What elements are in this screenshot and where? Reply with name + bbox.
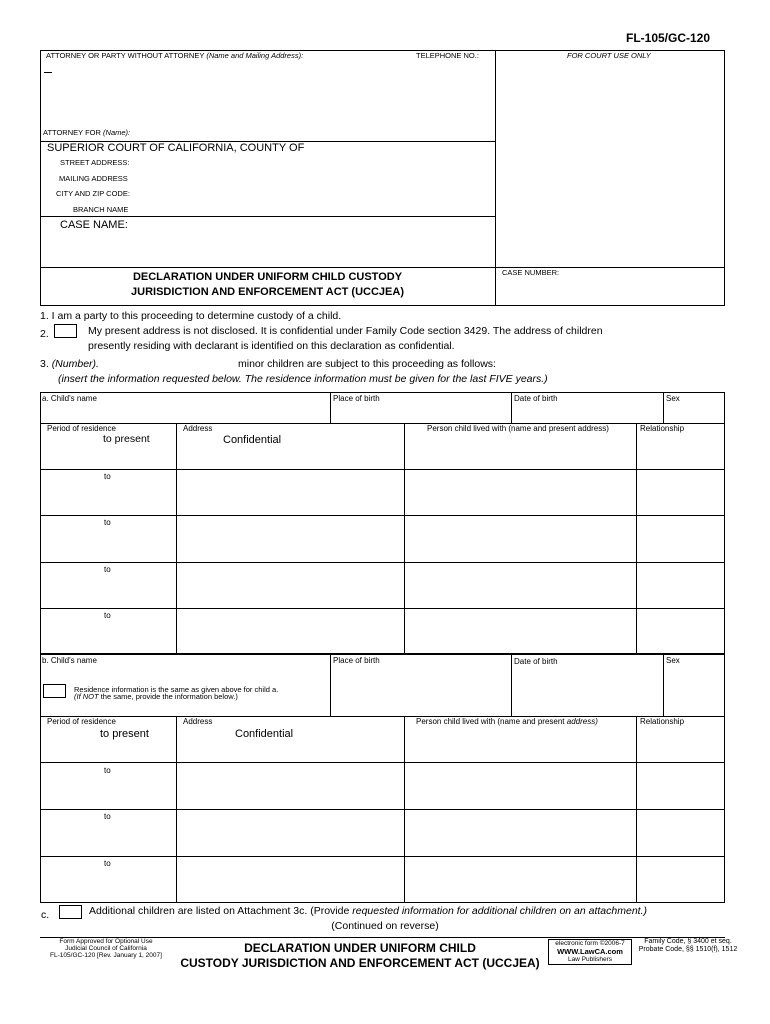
child-b-date-of-birth[interactable]: Date of birth bbox=[514, 657, 558, 666]
child-a-sex[interactable]: Sex bbox=[666, 394, 680, 403]
child-b-same-info-checkbox[interactable] bbox=[43, 684, 66, 698]
child-a-date-of-birth[interactable]: Date of birth bbox=[514, 394, 558, 403]
child-b-row4-to[interactable]: to bbox=[104, 859, 111, 868]
child-a-period-label: Period of residence bbox=[47, 424, 116, 433]
child-b-period-label: Period of residence bbox=[47, 717, 116, 726]
child-a-row4-to[interactable]: to bbox=[104, 565, 111, 574]
case-name-label[interactable]: CASE NAME: bbox=[60, 219, 128, 231]
child-a-address-label: Address bbox=[183, 424, 213, 433]
child-b-same-info-line1: Residence information is the same as given above for child a. bbox=[74, 685, 279, 694]
item-c-checkbox[interactable] bbox=[59, 905, 82, 919]
child-a-person-label: Person child lived with (name and present address) bbox=[427, 424, 609, 433]
child-b-address-label: Address bbox=[183, 717, 213, 726]
child-a-row2-to[interactable]: to bbox=[104, 472, 111, 481]
child-a-row1-to-present[interactable]: to present bbox=[103, 433, 150, 445]
child-a-table bbox=[40, 392, 725, 654]
attorney-label: ATTORNEY OR PARTY WITHOUT ATTORNEY (Name and Mailing Address): bbox=[46, 51, 304, 60]
item-3: 3. (Number). bbox=[40, 358, 99, 370]
child-a-relationship-label: Relationship bbox=[640, 424, 685, 433]
child-b-row1-confidential: Confidential bbox=[235, 728, 294, 740]
lawca-link[interactable]: WWW.LawCA.com bbox=[557, 947, 623, 956]
form-title-header: DECLARATION UNDER UNIFORM CHILD CUSTODY JURISDICTION AND ENFORCEMENT ACT (UCCJEA) bbox=[131, 271, 404, 298]
item-2-checkbox[interactable] bbox=[54, 324, 77, 338]
attorney-for-label[interactable]: ATTORNEY FOR (Name): bbox=[43, 128, 131, 137]
court-use-label: FOR COURT USE ONLY bbox=[567, 51, 651, 60]
item-2-line1: My present address is not disclosed. It is confidential under Family Code section 3429. The address of children bbox=[88, 325, 603, 337]
child-b-same-info-line2: (If NOT the same, provide the information below.) bbox=[74, 692, 238, 701]
electronic-form-text: electronic form ©2006-7 WWW.LawCA.com Law Publishers bbox=[548, 940, 632, 964]
child-b-name-label[interactable]: b. Child's name bbox=[42, 656, 97, 665]
street-address-label[interactable]: STREET ADDRESS: bbox=[60, 158, 130, 167]
attorney-name-field[interactable] bbox=[44, 72, 52, 73]
item-3-text: minor children are subject to this proceeding as follows: bbox=[238, 358, 496, 370]
child-b-row2-to[interactable]: to bbox=[104, 766, 111, 775]
child-b-row3-to[interactable]: to bbox=[104, 812, 111, 821]
child-a-row3-to[interactable]: to bbox=[104, 518, 111, 527]
child-a-row5-to[interactable]: to bbox=[104, 611, 111, 620]
continued-on-reverse: (Continued on reverse) bbox=[331, 920, 439, 932]
child-a-row1-confidential: Confidential bbox=[223, 434, 282, 446]
mailing-address-label[interactable]: MAILING ADDRESS bbox=[59, 174, 128, 183]
item-2-number: 2. bbox=[40, 328, 49, 340]
child-b-place-of-birth[interactable]: Place of birth bbox=[333, 656, 380, 665]
city-zip-label[interactable]: CITY AND ZIP CODE: bbox=[56, 189, 130, 198]
item-c-letter: c. bbox=[41, 909, 50, 921]
branch-name-label[interactable]: BRANCH NAME bbox=[73, 205, 129, 214]
child-b-person-label: Person child lived with (name and present address) bbox=[416, 717, 598, 726]
item-2-line2: presently residing with declarant is identified on this declaration as confidential. bbox=[88, 340, 455, 352]
telephone-label: TELEPHONE NO.: bbox=[416, 51, 479, 60]
footer-approved: Form Approved for Optional Use Judicial Council of California FL-105/GC-120 [Rev. January 1, 2007] bbox=[50, 938, 162, 959]
court-title: SUPERIOR COURT OF CALIFORNIA, COUNTY OF bbox=[47, 142, 305, 154]
item-1: 1. I am a party to this proceeding to determine custody of a child. bbox=[40, 310, 342, 322]
child-b-sex[interactable]: Sex bbox=[666, 656, 680, 665]
child-b-relationship-label: Relationship bbox=[640, 717, 685, 726]
case-number-label[interactable]: CASE NUMBER: bbox=[502, 268, 560, 277]
footer-title: DECLARATION UNDER UNIFORM CHILD CUSTODY JURISDICTION AND ENFORCEMENT ACT (UCCJEA) bbox=[180, 941, 540, 970]
child-a-place-of-birth[interactable]: Place of birth bbox=[333, 394, 380, 403]
child-b-row1-to-present[interactable]: to present bbox=[100, 728, 149, 740]
child-a-name-label[interactable]: a. Child's name bbox=[42, 394, 97, 403]
footer-code: Family Code, § 3400 et seq. Probate Code, §§ 1510(f), 1512 bbox=[638, 938, 738, 953]
form-id: FL-105/GC-120 bbox=[626, 31, 711, 45]
item-c-text: Additional children are listed on Attachment 3c. (Provide requested information for additional children on an attachment.) bbox=[89, 905, 647, 917]
item-3-instruction: (insert the information requested below. The residence information must be given for the last FIVE years.) bbox=[58, 373, 548, 385]
